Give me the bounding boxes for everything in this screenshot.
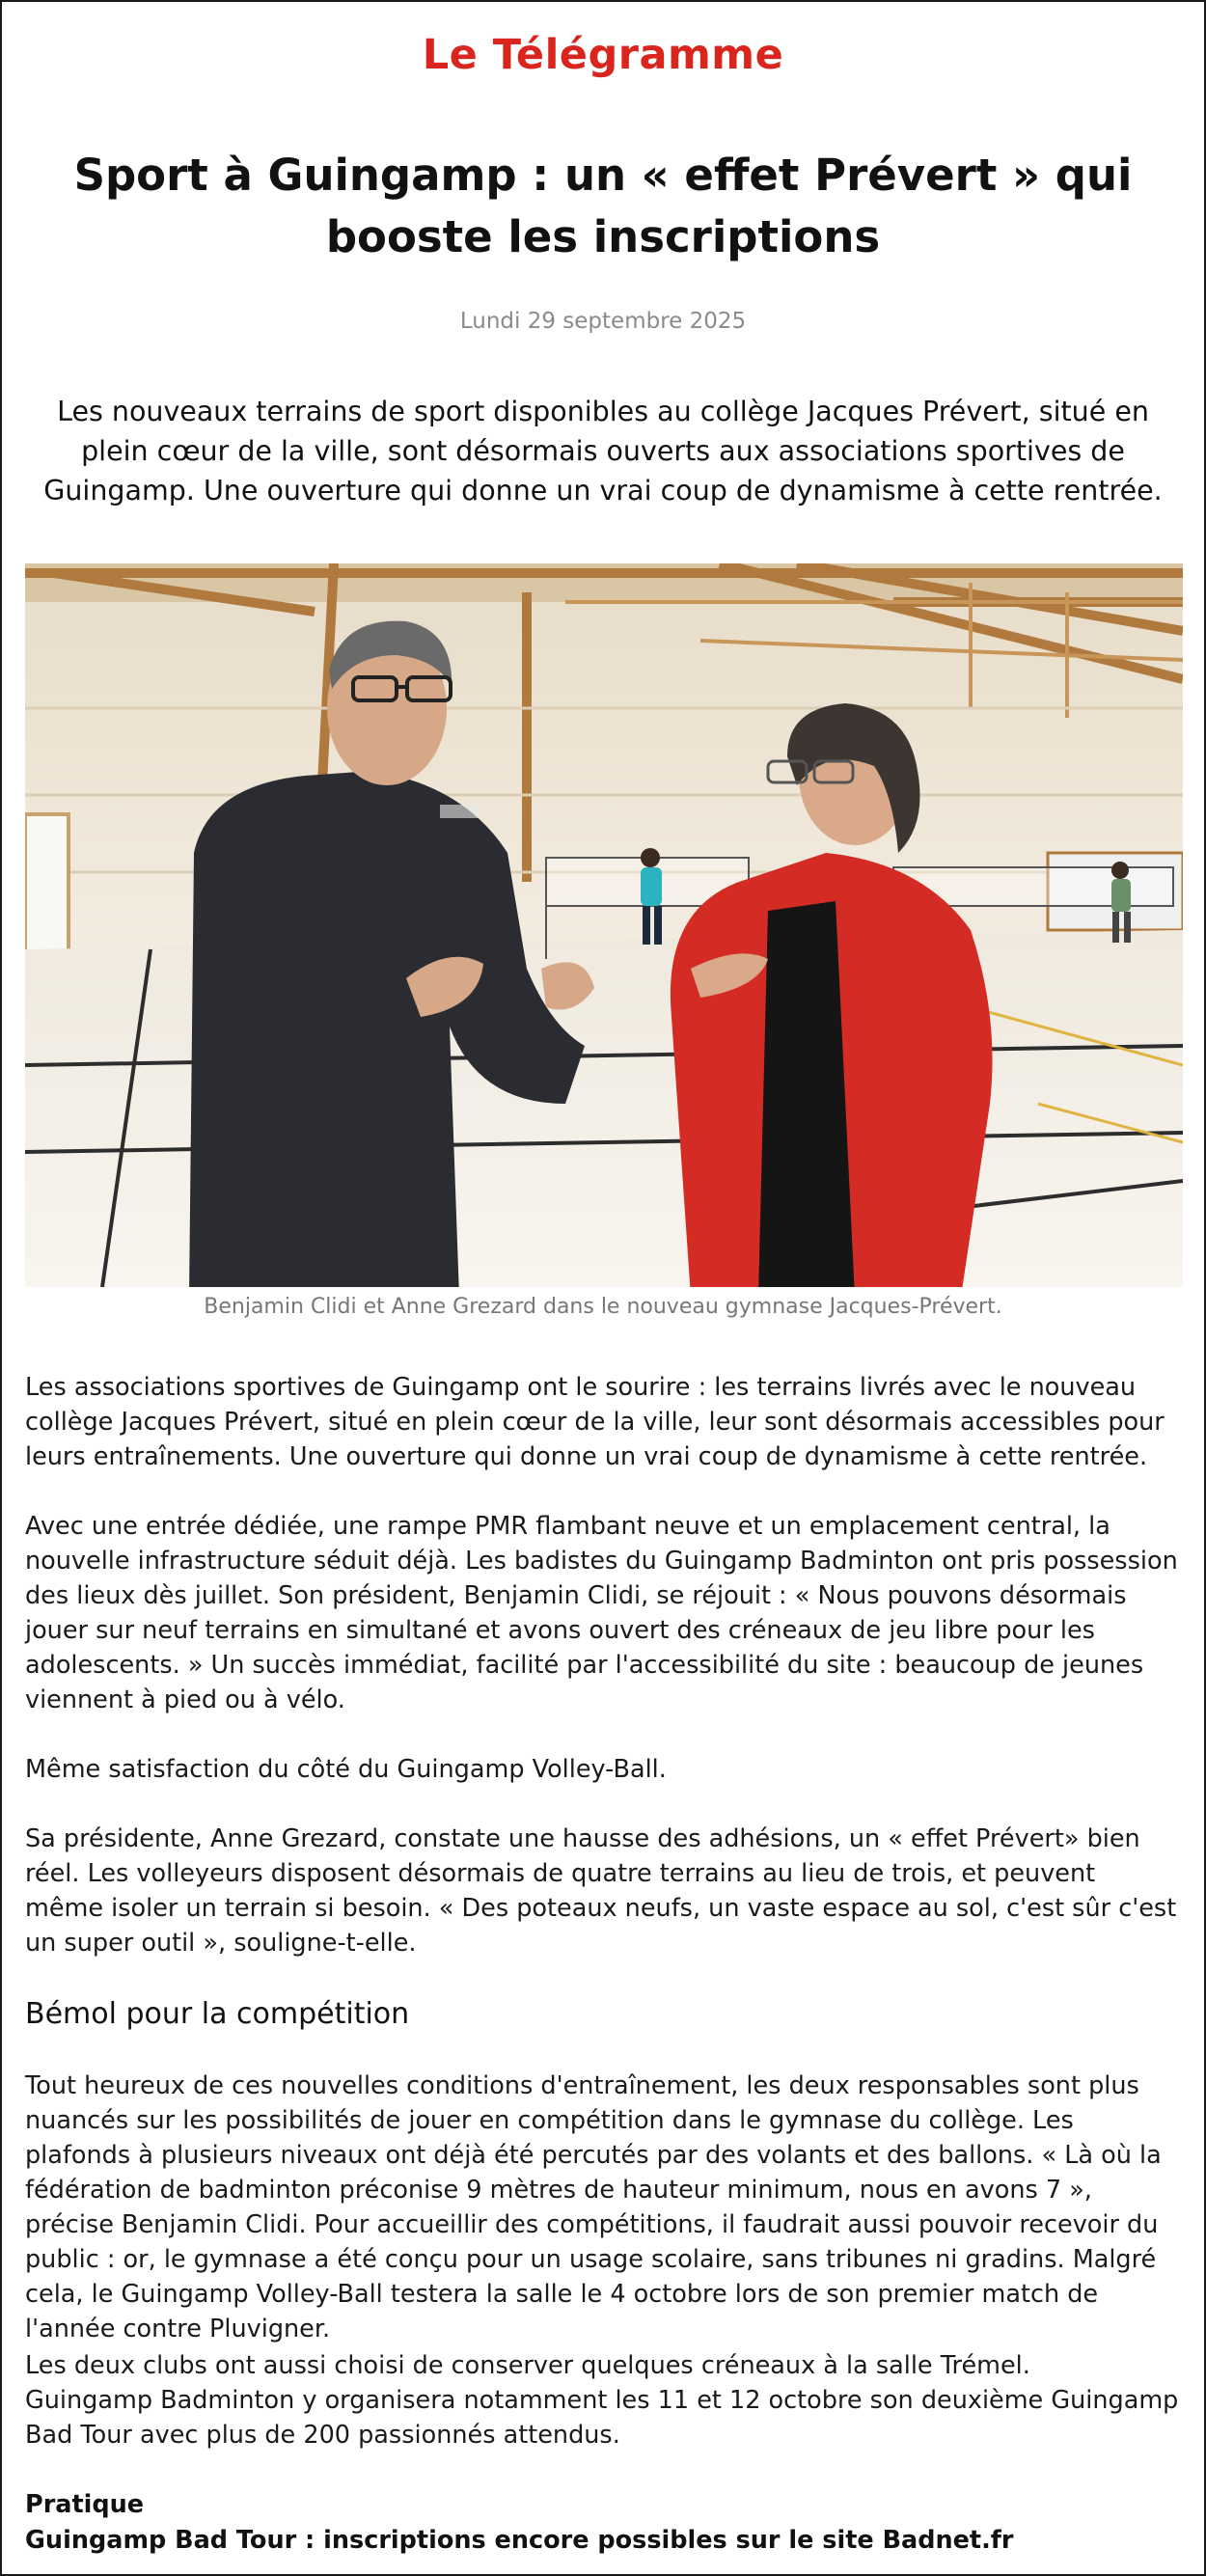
paragraph: Les associations sportives de Guingamp ont le sourire : les terrains livrés avec le nouveau collège Jacques Prévert, situé en plein cœur de la ville, leur sont désormais accessibles pour leurs entraînements. Une ouverture qui donne un vrai coup de dynamisme à cette rentrée.	[25, 1373, 1165, 1471]
paragraph: Même satisfaction du côté du Guingamp Volley-Ball.	[25, 1755, 667, 1784]
paragraph: Tout heureux de ces nouvelles conditions d'entraînement, les deux responsables sont plus nuancés sur les possibilités de jouer en compétition dans le gymnase du collège. Les plafonds à plusieurs niveaux ont déjà été percutés par des volants et des ballons. « Là où la fédération de badminton préconise 9 mètres de hauteur minimum, nous en avons 7 », précise Benjamin Clidi. Pour accueillir des compétitions, il faudrait aussi pouvoir recevoir du public : or, le gymnase a été conçu pour un usage scolaire, sans tribunes ni gradins. Malgré cela, le Guingamp Volley-Ball testera la salle le 4 octobre lors de son premier match de l'année contre Pluvigner.	[25, 2071, 1162, 2343]
article-body	[25, 1509, 1181, 1717]
paragraph: Avec une entrée dédiée, une rampe PMR flambant neuve et un emplacement central, la nouvelle infrastructure séduit déjà. Les badistes du Guingamp Badminton ont pris possession des lieux dès juillet. Son président, Benjamin Clidi, se réjouit : « Nous pouvons désormais jouer sur neuf terrains en simultané et avons ouvert des créneaux de jeu libre pour les adolescents. » Un succès immédiat, facilité par l'accessibilité du site : beaucoup de jeunes viennent à pied ou à vélo.	[25, 1512, 1178, 1714]
article-body	[25, 1822, 1181, 1960]
gymnasium-photo-illustration	[25, 563, 1183, 1287]
article-body	[25, 1370, 1181, 1474]
gym-window	[25, 814, 69, 969]
practical-text: Guingamp Bad Tour : inscriptions encore possibles sur le site Badnet.fr	[25, 2526, 1014, 2555]
photo-caption: Benjamin Clidi et Anne Grezard dans le nouveau gymnase Jacques-Prévert.	[204, 1295, 1002, 1319]
paragraph: Guingamp Badminton y organisera notamment les 11 et 12 octobre son deuxième Guingamp Bad Tour avec plus de 200 passionnés attendus.	[25, 2386, 1179, 2450]
masthead-logo[interactable]: Le Télégramme	[422, 31, 784, 79]
practical-title: Pratique	[25, 2490, 145, 2519]
practical-info	[25, 2487, 1181, 2559]
section-heading: Bémol pour la compétition	[25, 1997, 410, 2031]
publication-date: Lundi 29 septembre 2025	[459, 309, 747, 334]
article-body	[25, 2069, 1181, 2346]
paragraph: Les deux clubs ont aussi choisi de conserver quelques créneaux à la salle Trémel.	[25, 2351, 1030, 2380]
article-photo[interactable]	[25, 563, 1183, 1287]
article-headline: Sport à Guingamp : un « effet Prévert » qui booste les inscriptions	[73, 150, 1133, 262]
article-body	[25, 2348, 1181, 2453]
article-body	[25, 1752, 1181, 1787]
paragraph: Sa présidente, Anne Grezard, constate une hausse des adhésions, un « effet Prévert» bien réel. Les volleyeurs disposent désormais de quatre terrains au lieu de trois, et peuvent même isoler un terrain si besoin. « Des poteaux neufs, un vaste espace au sol, c'est sûr c'est un super outil », souligne-t-elle.	[25, 1824, 1177, 1958]
article-lead: Les nouveaux terrains de sport disponibles au collège Jacques Prévert, situé en plein cœur de la ville, sont désormais ouverts aux associations sportives de Guingamp. Une ouverture qui donne un vrai coup de dynamisme à cette rentrée.	[43, 396, 1163, 507]
